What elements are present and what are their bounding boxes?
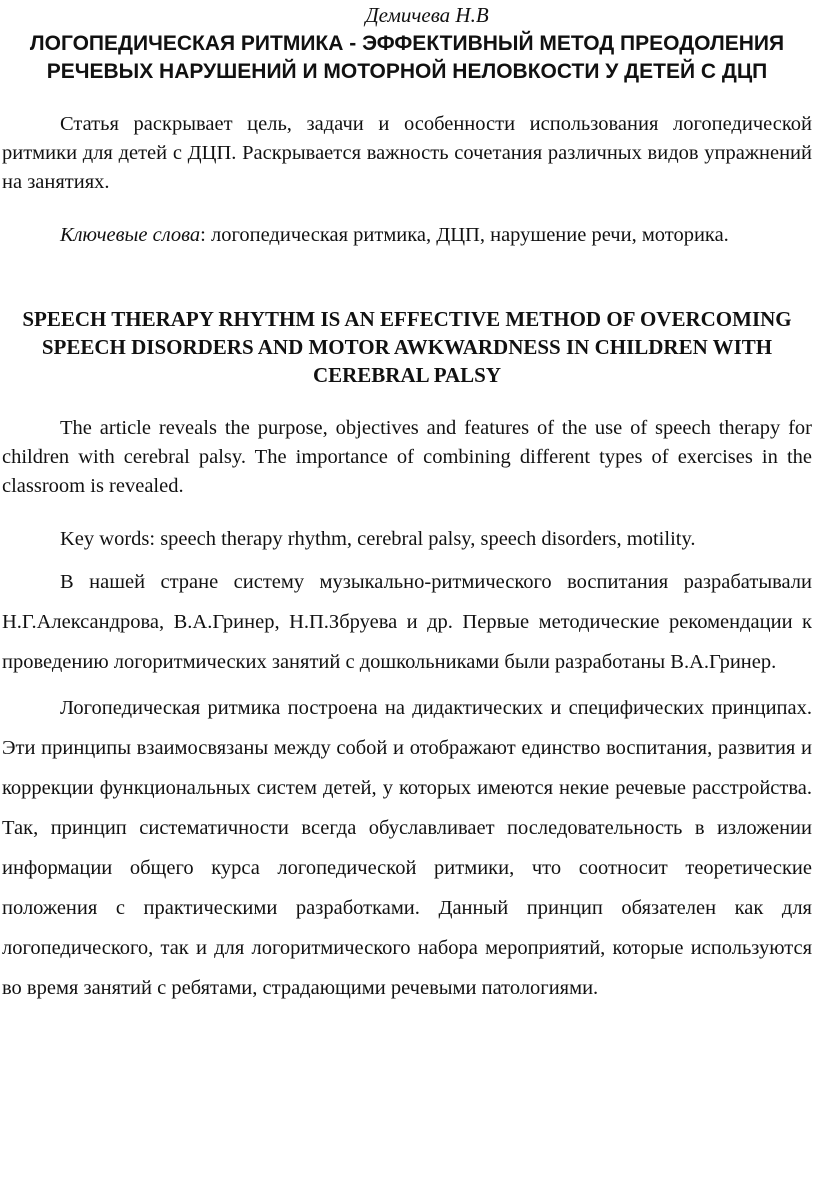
title-english: SPEECH THERAPY RHYTHM IS AN EFFECTIVE METHOD OF OVERCOMING SPEECH DISORDERS AND MOTOR AWKWARDNESS IN CHILDREN WITH CEREBRAL PALSY [22,307,792,387]
body-paragraph: В нашей стране систему музыкально-ритмического воспитания разрабатывали Н.Г.Александрова, В.А.Гринер, Н.П.Збруева и др. Первые методические рекомендации к проведению логоритмических занятий с дошкольниками были разработаны В.А.Гринер. [2,571,812,673]
abstract-russian: Статья раскрывает цель, задачи и особенности использования логопедической ритмики для детей с ДЦП. Раскрывается важность сочетания различных видов упражнений на занятиях. [2,113,812,193]
keywords-english: Key words: speech therapy rhythm, cerebral palsy, speech disorders, motility. [60,528,696,550]
author-name: Демичева Н.В [365,3,489,27]
keywords-russian [2,221,812,250]
keywords-text: : логопедическая ритмика, ДЦП, нарушение речи, моторика. [200,224,729,246]
body-paragraph: Логопедическая ритмика построена на дидактических и специфических принципах. Эти принципы взаимосвязаны между собой и отображают единство воспитания, развития и коррекции функциональных систем детей, у которых имеются некие речевые расстройства. Так, принцип систематичности всегда обуславливает последовательность в изложении информации общего курса логопедической ритмики, что соотносит теоретические положения с практическими разработками. Данный принцип обязателен как для логопедического, так и для логоритмического набора мероприятий, которые используются во время занятий с ребятами, страдающими речевыми патологиями. [2,697,812,999]
abstract-english: The article reveals the purpose, objectives and features of the use of speech therapy for children with cerebral palsy. The importance of combining different types of exercises in the classroom is revealed. [2,417,812,497]
title-russian: ЛОГОПЕДИЧЕСКАЯ РИТМИКА - ЭФФЕКТИВНЫЙ МЕТОД ПРЕОДОЛЕНИЯ РЕЧЕВЫХ НАРУШЕНИЙ И МОТОРНОЙ НЕЛОВКОСТИ У ДЕТЕЙ С ДЦП [29,32,785,83]
keywords-label: Ключевые слова [60,224,201,246]
